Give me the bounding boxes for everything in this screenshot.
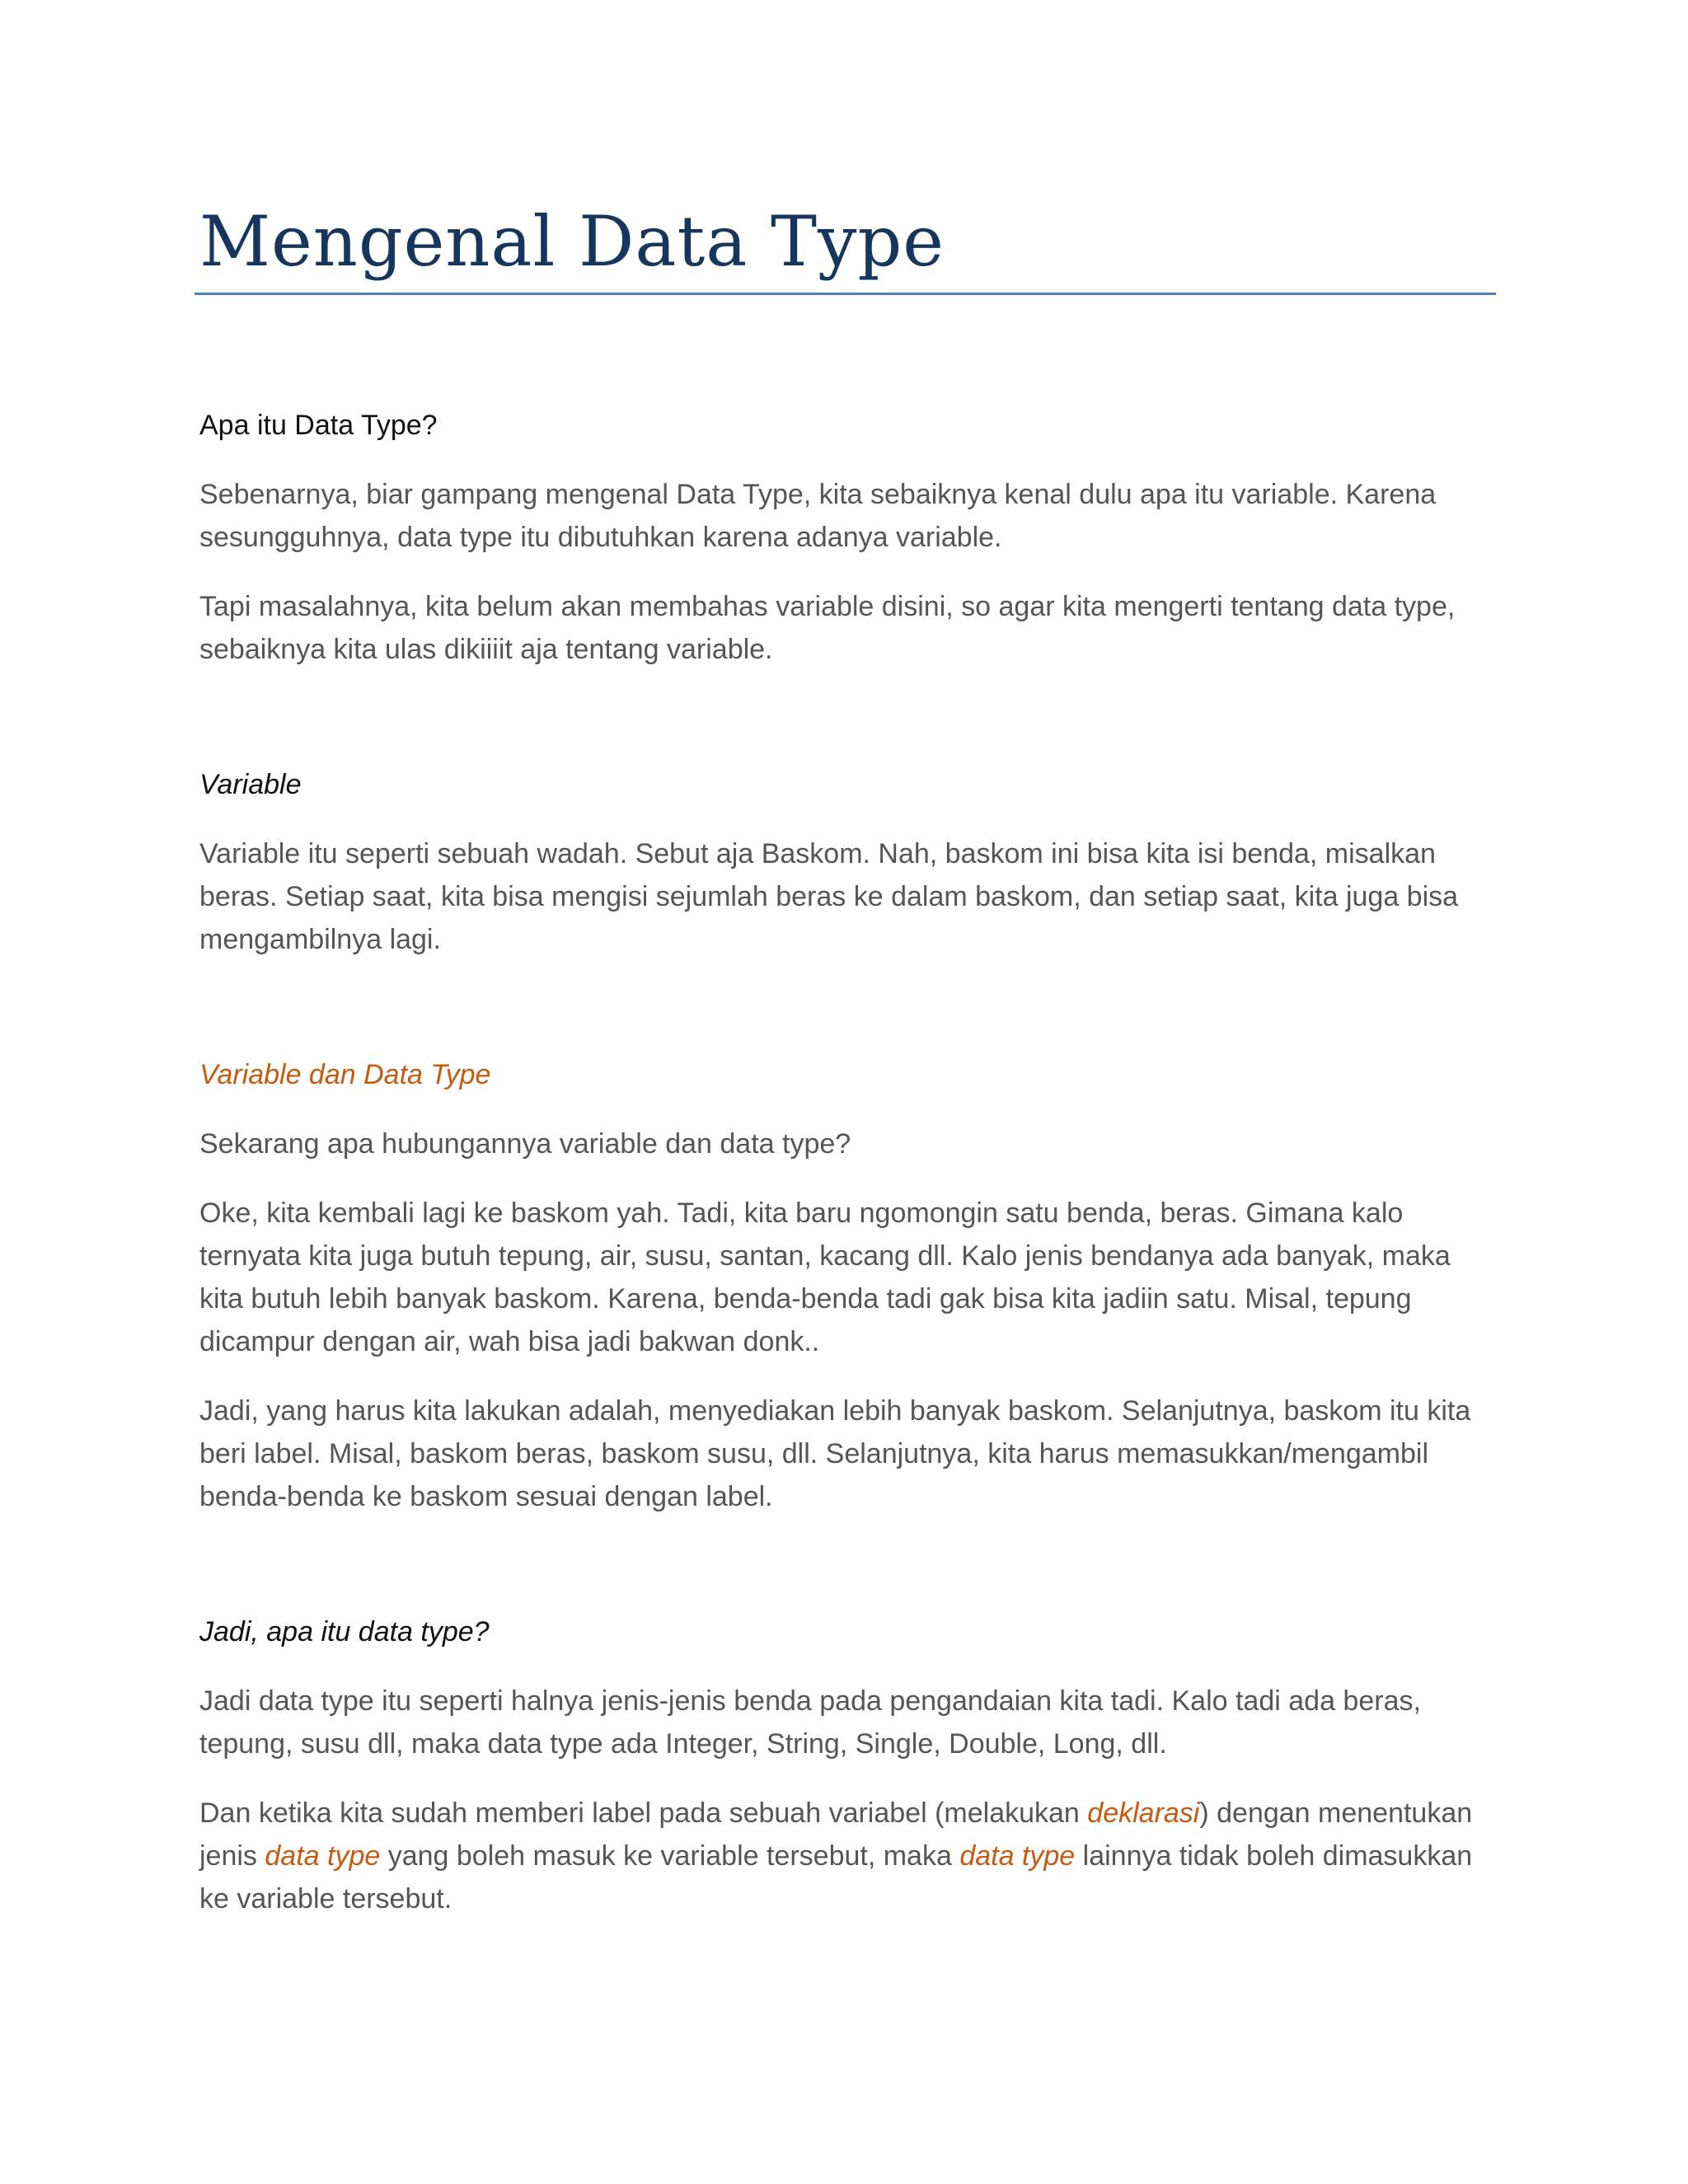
highlight-deklarasi: deklarasi xyxy=(1087,1797,1200,1829)
spacer xyxy=(199,697,1502,763)
paragraph: Sekarang apa hubungannya variable dan data type? xyxy=(199,1128,851,1160)
heading-variable-dan-data-type: Variable dan Data Type xyxy=(199,1059,491,1090)
heading-variable: Variable xyxy=(199,769,302,800)
paragraph: Jadi data type itu seperti halnya jenis-jenis benda pada pengandaian kita tadi. Kalo tadi ada beras, tepung, susu dll, maka data type ada Integer, String, Single, Double, Long, dll. xyxy=(199,1685,1421,1760)
document-body xyxy=(199,404,1502,1947)
text-run: ) dengan menentukan jenis xyxy=(199,1797,1473,1872)
heading-apa-itu-data-type: Apa itu Data Type? xyxy=(199,410,438,441)
paragraph-with-highlights xyxy=(199,1792,1502,1920)
text-run: Dan ketika kita sudah memberi label pada sebuah variabel (melakukan xyxy=(199,1797,1088,1829)
paragraph: Jadi, yang harus kita lakukan adalah, menyediakan lebih banyak baskom. Selanjutnya, baskom itu kita beri label. Misal, baskom beras, baskom susu, dll. Selanjutnya, kita harus memasukkan/mengambil benda-benda ke baskom sesuai dengan label. xyxy=(199,1395,1471,1512)
text-run: yang boleh masuk ke variable tersebut, maka xyxy=(380,1840,960,1872)
paragraph: Oke, kita kembali lagi ke baskom yah. Tadi, kita baru ngomongin satu benda, beras. Gimana kalo ternyata kita juga butuh tepung, air, susu, santan, kacang dll. Kalo jenis bendanya ada banyak, maka kita butuh lebih banyak baskom. Karena, benda-benda tadi gak bisa kita jadiin satu. Misal, tepung dicampur dengan air, wah bisa jadi bakwan donk.. xyxy=(199,1197,1451,1357)
paragraph: Sebenarnya, biar gampang mengenal Data Type, kita sebaiknya kenal dulu apa itu variable. Karena sesungguhnya, data type itu dibutuhkan karena adanya variable. xyxy=(199,479,1437,553)
spacer xyxy=(199,1544,1502,1610)
paragraph: Variable itu seperti sebuah wadah. Sebut aja Baskom. Nah, baskom ini bisa kita isi benda, misalkan beras. Setiap saat, kita bisa mengisi sejumlah beras ke dalam baskom, dan setiap saat, kita juga bisa mengambilnya lagi. xyxy=(199,838,1459,955)
highlight-data-type: data type xyxy=(265,1840,381,1872)
highlight-data-type: data type xyxy=(959,1840,1076,1872)
title-underline xyxy=(195,293,1496,295)
heading-jadi-apa-itu-data-type: Jadi, apa itu data type? xyxy=(199,1616,490,1647)
text-run: lainnya tidak boleh dimasukkan ke variable tersebut. xyxy=(199,1840,1473,1915)
paragraph: Tapi masalahnya, kita belum akan membahas variable disini, so agar kita mengerti tentang data type, sebaiknya kita ulas dikiiiit aja tentang variable. xyxy=(199,591,1456,665)
spacer xyxy=(199,987,1502,1053)
document-title: Mengenal Data Type xyxy=(199,201,945,282)
